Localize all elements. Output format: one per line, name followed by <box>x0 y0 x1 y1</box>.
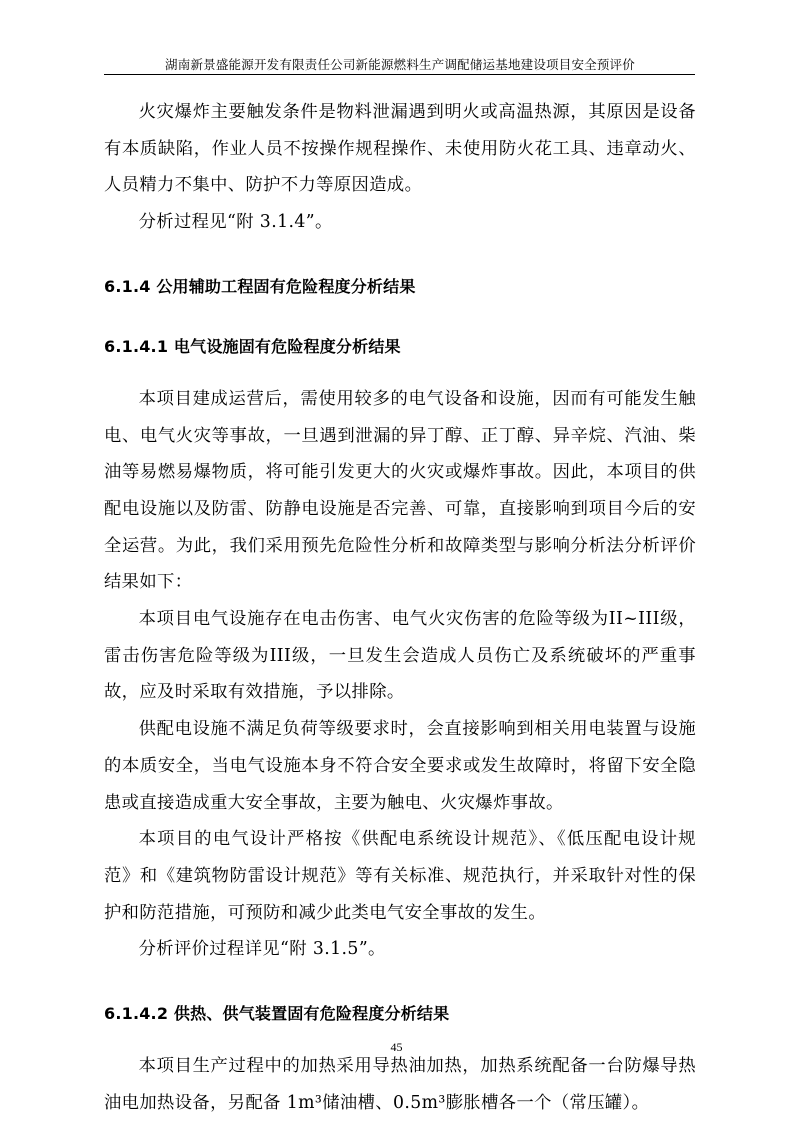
paragraph-electrical-intro: 本项目建成运营后，需使用较多的电气设备和设施，因而有可能发生触电、电气火灾等事故，一旦遇到泄漏的异丁醇、正丁醇、异辛烷、汽油、柴油等易燃易爆物质，将可能引发更大的火灾或爆炸事故。因此，本项目的供配电设施以及防雷、防静电设施是否完善、可靠，直接影响到项目今后的安全运营。为此，我们采用预先危险性分析和故障类型与影响分析法分析评价结果如下： <box>104 388 696 593</box>
page-number: 45 <box>390 1040 403 1054</box>
paragraph-analysis-ref-314: 分析过程见“附 3.1.4”。 <box>138 212 333 233</box>
header-divider <box>104 74 695 75</box>
section-heading-6-1-4-2: 6.1.4.2 供热、供气装置固有危险程度分析结果 <box>104 1004 450 1024</box>
section-heading-6-1-4-1: 6.1.4.1 电气设施固有危险程度分析结果 <box>104 336 401 356</box>
page-header: 湖南新景盛能源开发有限责任公司新能源燃料生产调配储运基地建设项目安全预评价 <box>165 57 635 72</box>
paragraph-electrical-hazard-level: 本项目电气设施存在电击伤害、电气火灾伤害的危险等级为II~III级，雷击伤害危险等级为III级，一旦发生会造成人员伤亡及系统破坏的严重事故，应及时采取有效措施，予以排除。 <box>104 609 696 703</box>
paragraph-heating-system: 本项目生产过程中的加热采用导热油加热，加热系统配备一台防爆导热油电加热设备，另配备 1m³储油槽、0.5m³膨胀槽各一个（常压罐）。 <box>104 1056 696 1113</box>
paragraph-design-standards: 本项目的电气设计严格按《供配电系统设计规范》、《低压配电设计规范》和《建筑物防雷设计规范》等有关标准、规范执行，并采取针对性的保护和防范措施，可预防和减少此类电气安全事故的发生。 <box>104 829 696 923</box>
section-heading-6-1-4: 6.1.4 公用辅助工程固有危险程度分析结果 <box>104 276 416 296</box>
paragraph-analysis-ref-315: 分析评价过程详见“附 3.1.5”。 <box>138 939 386 960</box>
paragraph-power-supply: 供配电设施不满足负荷等级要求时，会直接影响到相关用电装置与设施的本质安全，当电气设施本身不符合安全要求或发生故障时，将留下安全隐患或直接造成重大安全事故，主要为触电、火灾爆炸事故。 <box>104 719 696 813</box>
paragraph-fire-explosion: 火灾爆炸主要触发条件是物料泄漏遇到明火或高温热源，其原因是设备有本质缺陷，作业人员不按操作规程操作、未使用防火花工具、违章动火、人员精力不集中、防护不力等原因造成。 <box>104 102 696 196</box>
page-body <box>104 94 696 1121</box>
